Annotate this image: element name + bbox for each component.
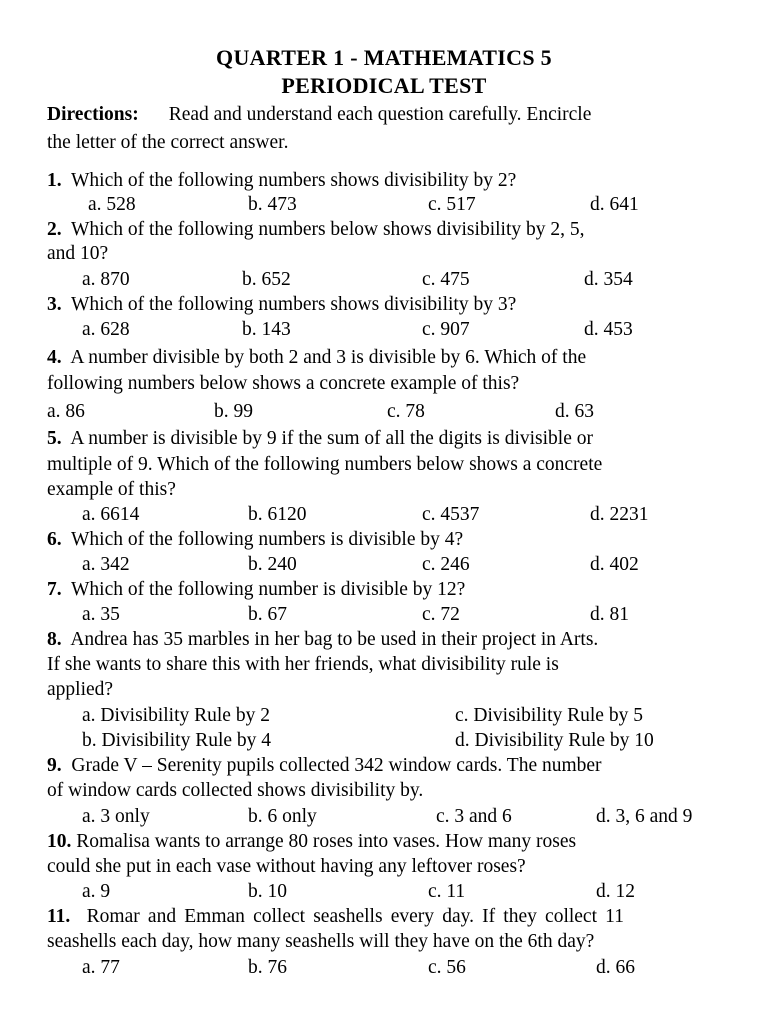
question-text: Which of the following numbers shows divisibility by 2? [71, 170, 517, 191]
question-10 [47, 830, 576, 854]
question-number: 3. [47, 294, 62, 315]
option-b[interactable]: b. 6120 [248, 504, 307, 525]
directions-line-2: the letter of the correct answer. [47, 132, 289, 153]
question-text: example of this? [47, 479, 176, 500]
option-d[interactable]: d. 354 [584, 269, 633, 290]
option-a[interactable]: a. Divisibility Rule by 2 [82, 705, 270, 726]
question-number: 10. [47, 831, 72, 852]
option-c[interactable]: c. 246 [422, 554, 470, 575]
question-number: 6. [47, 529, 62, 550]
question-number: 8. [47, 629, 62, 650]
question-number: 11. [47, 906, 71, 927]
option-b[interactable]: b. 473 [248, 194, 297, 215]
question-number: 5. [47, 428, 62, 449]
option-a[interactable]: a. 86 [47, 401, 85, 422]
option-c[interactable]: c. 4537 [422, 504, 480, 525]
question-number: 7. [47, 579, 62, 600]
option-a[interactable]: a. 77 [82, 957, 120, 978]
question-8 [47, 628, 598, 652]
option-b[interactable]: b. 652 [242, 269, 291, 290]
test-title: QUARTER 1 - MATHEMATICS 5 [216, 45, 552, 70]
option-a[interactable]: a. 870 [82, 269, 130, 290]
question-text: Romar and Emman collect seashells every day. If they collect 11 [86, 906, 624, 927]
option-c[interactable]: c. 3 and 6 [436, 806, 512, 827]
question-number: 2. [47, 219, 62, 240]
option-b[interactable]: b. 10 [248, 881, 287, 902]
question-text: of window cards collected shows divisibility by. [47, 780, 424, 801]
option-b[interactable]: b. 76 [248, 957, 287, 978]
directions-line-1 [47, 103, 591, 127]
option-c[interactable]: c. 517 [428, 194, 476, 215]
question-text: applied? [47, 679, 114, 700]
option-d[interactable]: d. 2231 [590, 504, 649, 525]
option-b[interactable]: b. 99 [214, 401, 253, 422]
question-text: Andrea has 35 marbles in her bag to be used in their project in Arts. [70, 629, 599, 650]
question-text: and 10? [47, 243, 109, 264]
option-a[interactable]: a. 9 [82, 881, 111, 902]
directions-text-1: Read and understand each question carefully. Encircle [168, 104, 592, 125]
question-text: Which of the following number is divisible by 12? [71, 579, 466, 600]
question-text: seashells each day, how many seashells will they have on the 6th day? [47, 931, 595, 952]
question-text: Which of the following numbers below shows divisibility by 2, 5, [71, 219, 585, 240]
option-a[interactable]: a. 342 [82, 554, 130, 575]
option-c[interactable]: c. 56 [428, 957, 466, 978]
question-2 [47, 218, 585, 242]
question-6 [47, 528, 463, 552]
option-d[interactable]: d. 63 [555, 401, 594, 422]
option-b[interactable]: b. 6 only [248, 806, 317, 827]
option-c[interactable]: c. 11 [428, 881, 466, 902]
question-text: following numbers below shows a concrete example of this? [47, 373, 520, 394]
question-3 [47, 293, 516, 317]
option-a[interactable]: a. 628 [82, 319, 130, 340]
question-number: 9. [47, 755, 62, 776]
option-c[interactable]: c. 907 [422, 319, 470, 340]
option-b[interactable]: b. 143 [242, 319, 291, 340]
option-c[interactable]: c. 78 [387, 401, 425, 422]
option-c[interactable]: c. Divisibility Rule by 5 [455, 705, 643, 726]
option-d[interactable]: d. 12 [596, 881, 635, 902]
option-d[interactable]: d. 453 [584, 319, 633, 340]
option-a[interactable]: a. 528 [88, 194, 136, 215]
option-d[interactable]: d. Divisibility Rule by 10 [455, 730, 654, 751]
option-d[interactable]: d. 3, 6 and 9 [596, 806, 693, 827]
option-a[interactable]: a. 35 [82, 604, 120, 625]
option-d[interactable]: d. 402 [590, 554, 639, 575]
directions-label: Directions: [47, 104, 139, 125]
question-text: If she wants to share this with her friends, what divisibility rule is [47, 654, 559, 675]
question-9 [47, 754, 602, 778]
test-subtitle: PERIODICAL TEST [281, 73, 487, 98]
option-c[interactable]: c. 72 [422, 604, 460, 625]
option-d[interactable]: d. 641 [590, 194, 639, 215]
option-d[interactable]: d. 66 [596, 957, 635, 978]
option-b[interactable]: b. 240 [248, 554, 297, 575]
question-5 [47, 427, 593, 451]
option-b[interactable]: b. 67 [248, 604, 287, 625]
option-a[interactable]: a. 3 only [82, 806, 150, 827]
option-b[interactable]: b. Divisibility Rule by 4 [82, 730, 272, 751]
question-text: could she put in each vase without having any leftover roses? [47, 856, 526, 877]
question-1 [47, 169, 516, 193]
question-number: 4. [47, 347, 62, 368]
question-text: multiple of 9. Which of the following numbers below shows a concrete [47, 454, 603, 475]
question-text: A number divisible by both 2 and 3 is divisible by 6. Which of the [70, 347, 587, 368]
question-7 [47, 578, 465, 602]
question-text: A number is divisible by 9 if the sum of all the digits is divisible or [70, 428, 593, 449]
question-number: 1. [47, 170, 62, 191]
question-text: Grade V – Serenity pupils collected 342 window cards. The number [71, 755, 602, 776]
option-d[interactable]: d. 81 [590, 604, 629, 625]
option-c[interactable]: c. 475 [422, 269, 470, 290]
question-text: Which of the following numbers is divisible by 4? [71, 529, 464, 550]
option-a[interactable]: a. 6614 [82, 504, 140, 525]
question-text: Which of the following numbers shows divisibility by 3? [71, 294, 517, 315]
question-text: Romalisa wants to arrange 80 roses into vases. How many roses [76, 831, 577, 852]
question-11 [47, 905, 624, 929]
question-4 [47, 346, 586, 370]
